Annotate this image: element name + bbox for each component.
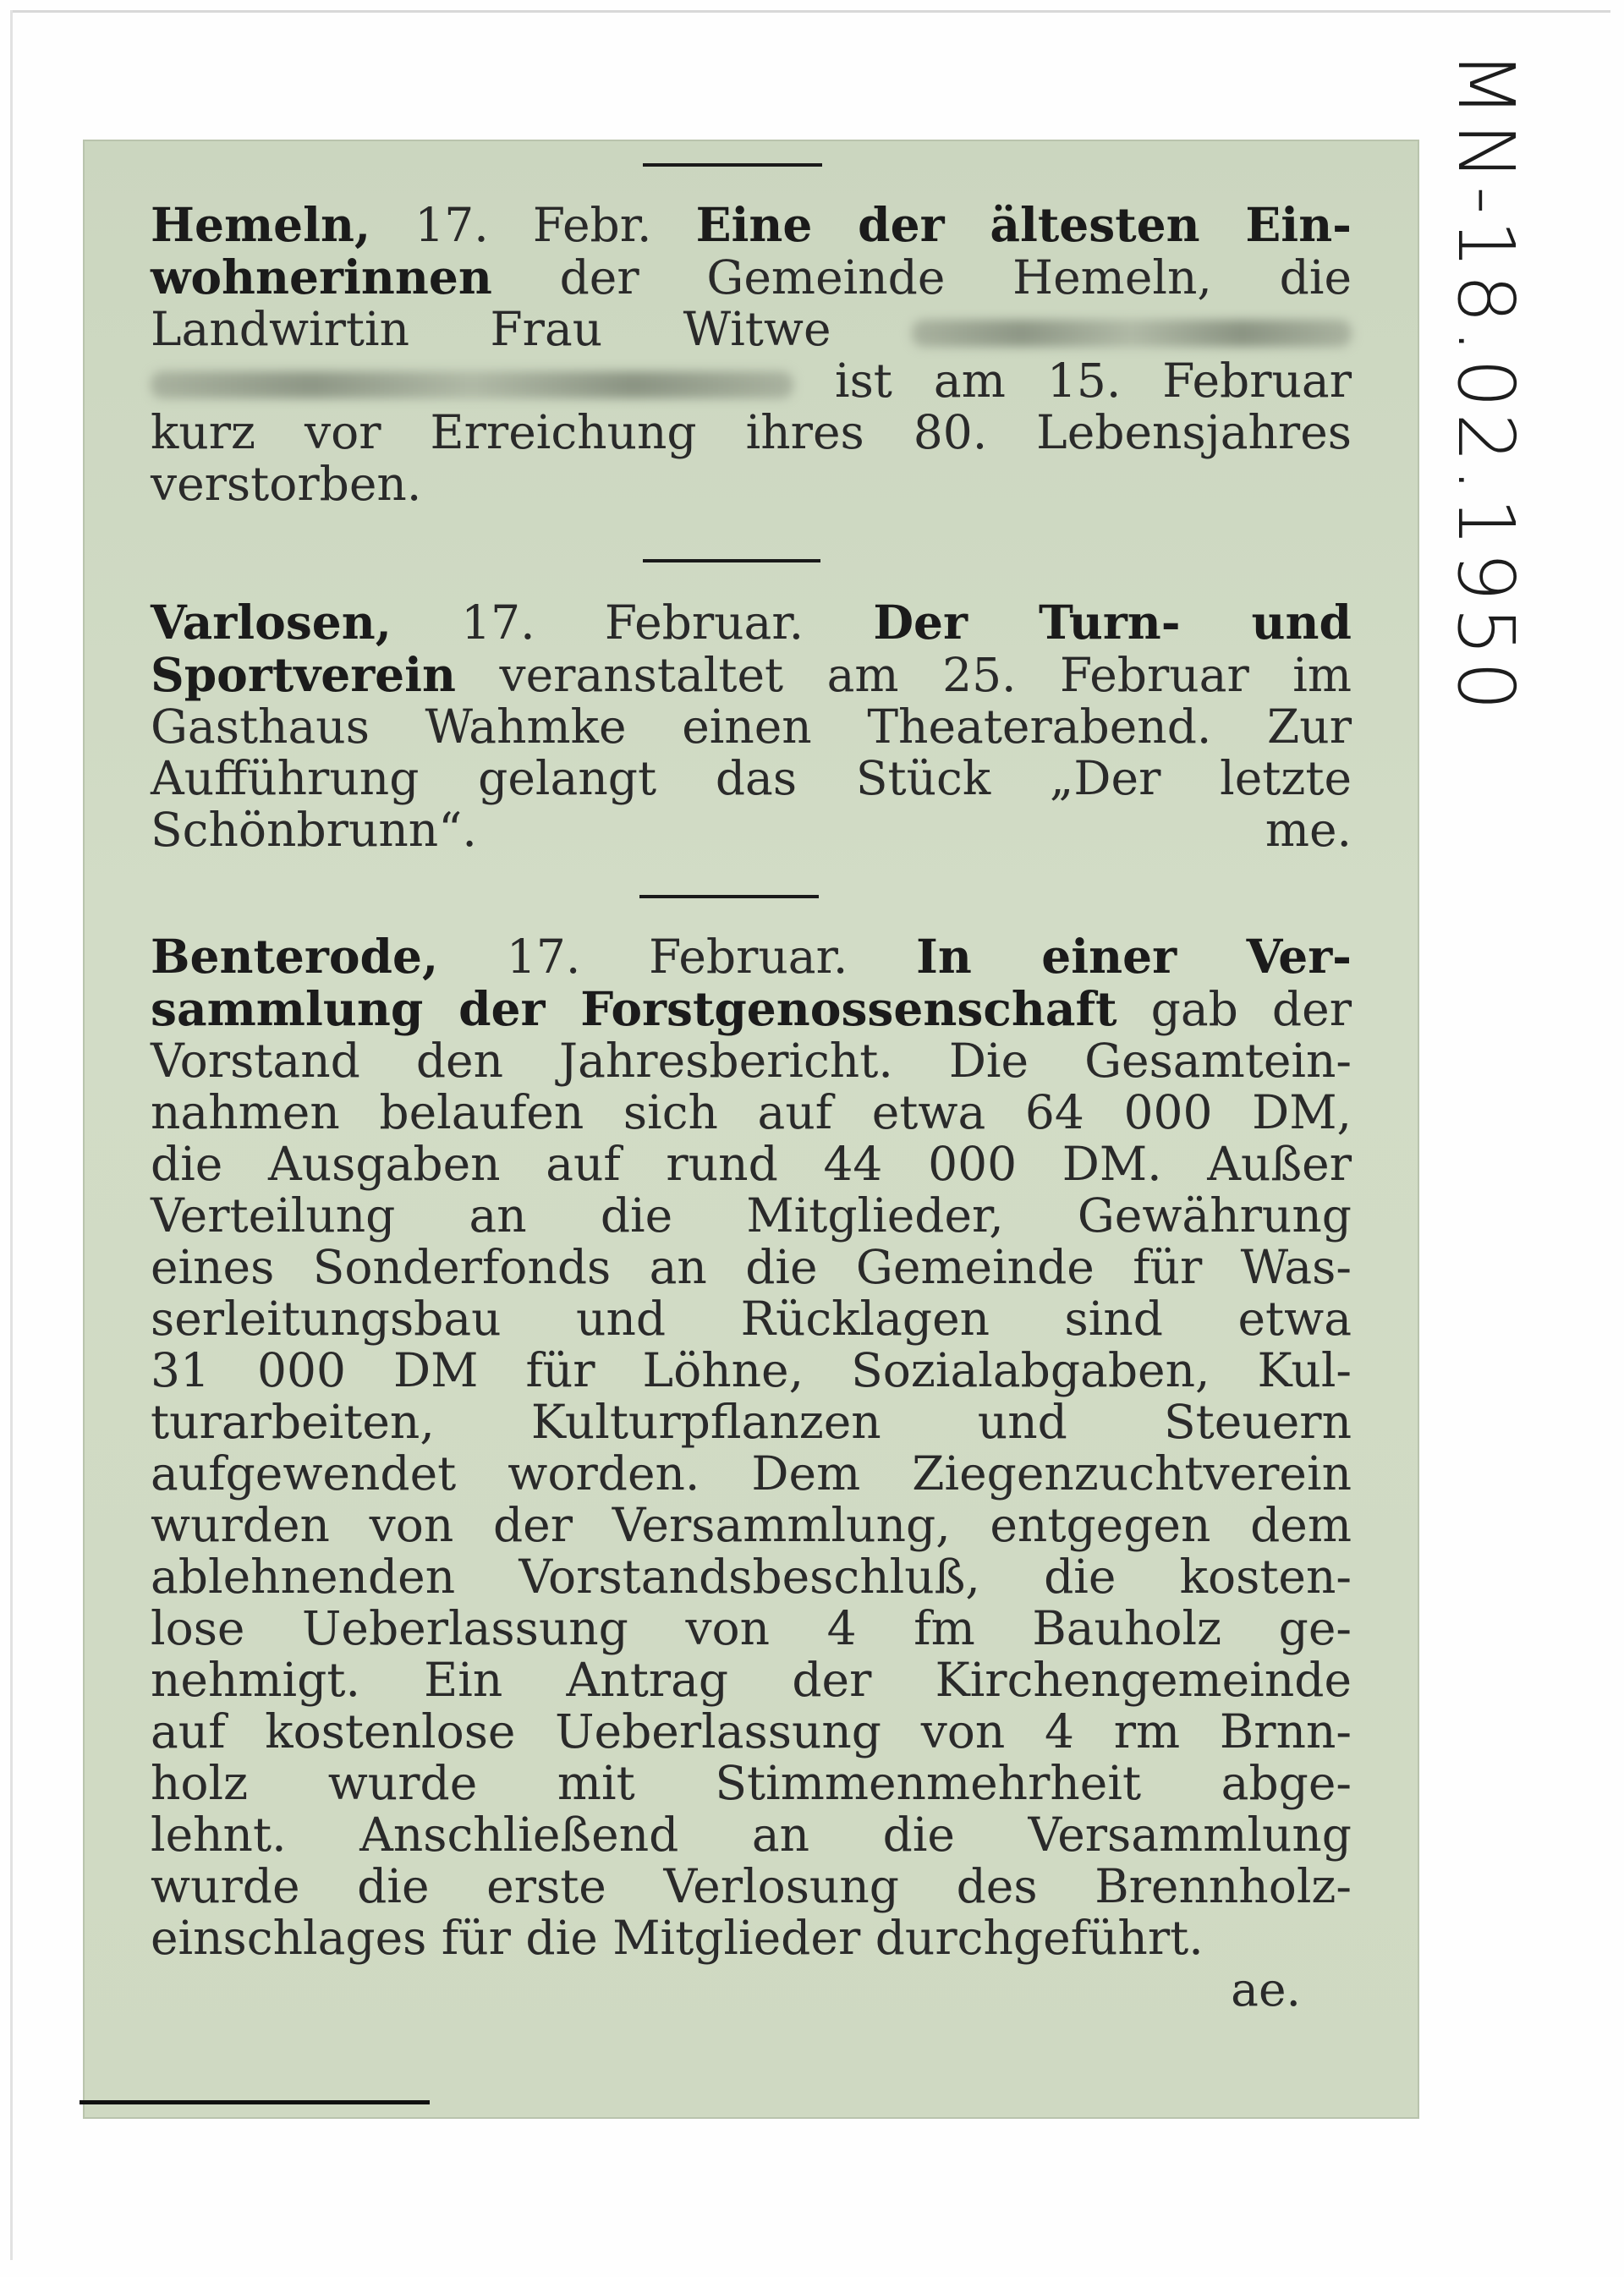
article-line: einschlages für die Mitglieder durchgeführt. [151,1911,1204,1965]
sheet-edge [10,10,13,2260]
redacted-name [912,320,1352,347]
article-line: auf kostenlose Ueberlassung von 4 rm Brnn- [151,1704,1352,1759]
article-line: die Ausgaben auf rund 44 000 DM. Außer [151,1137,1352,1191]
article-line: serleitungsbau und Rücklagen sind etwa [151,1292,1352,1346]
article-line: nahmen belaufen sich auf etwa 64 000 DM, [151,1085,1352,1139]
separator-rule [639,895,819,898]
article-benterode [151,930,1352,2016]
separator-rule [80,2100,430,2104]
sheet-edge [12,10,1610,13]
article-hemeln [151,199,1352,510]
article-line: Aufführung gelangt das Stück „Der letzte [151,751,1352,805]
article-line: verstorben. [151,457,422,511]
article-line: nehmigt. Ein Antrag der Kirchengemeinde [151,1653,1352,1707]
article-varlosen [151,596,1352,856]
article-line: Varlosen, 17. Februar. Der Turn- und [151,595,1352,650]
newspaper-clipping [83,140,1419,2119]
article-line: 31 000 DM für Löhne, Sozialabgaben, Kul- [151,1343,1352,1397]
redacted-name [151,371,793,398]
separator-rule [643,163,822,167]
article-line: Benterode, 17. Februar. In einer Ver- [151,929,1352,984]
article-line: lehnt. Anschließend an die Versammlung [151,1808,1352,1862]
handwritten-date-text: MN-18.02.1950 [1440,51,1531,716]
article-line: holz wurde mit Stimmenmehrheit abge- [151,1756,1352,1810]
article-line: ablehnenden Vorstandsbeschluß, die kosten- [151,1550,1352,1604]
article-line: kurz vor Erreichung ihres 80. Lebensjahres [151,405,1352,459]
article-line: Gasthaus Wahmke einen Theaterabend. Zur [151,700,1352,754]
article-line: Sportverein veranstaltet am 25. Februar im [151,647,1352,702]
author-signature: ae. [1231,1962,1301,2016]
handwritten-date-note [1440,51,1607,761]
article-line: Schönbrunn“. [151,803,477,857]
article-line: sammlung der Forstgenossenschaft gab der [151,981,1352,1036]
article-line: wurde die erste Verlosung des Brennholz- [151,1859,1352,1913]
article-line: eines Sonderfonds an die Gemeinde für Was- [151,1240,1352,1294]
article-line: Landwirtin Frau Witwe [151,304,1352,355]
separator-rule [643,559,820,562]
article-line: Hemeln, 17. Febr. Eine der ältesten Ein- [151,197,1352,252]
article-line: aufgewendet worden. Dem Ziegenzuchtverein [151,1446,1352,1501]
article-line: lose Ueberlassung von 4 fm Bauholz ge- [151,1601,1352,1655]
article-line: turarbeiten, Kulturpflanzen und Steuern [151,1395,1352,1449]
article-line: wurden von der Versammlung, entgegen dem [151,1498,1352,1552]
article-line: Verteilung an die Mitglieder, Gewährung [151,1188,1352,1243]
article-line: Vorstand den Jahresbericht. Die Gesamtein- [151,1034,1352,1088]
article-line: ist am 15. Februar [151,355,1352,407]
article-line: wohnerinnen der Gemeinde Hemeln, die [151,250,1352,305]
author-signature: me. [1265,803,1352,857]
